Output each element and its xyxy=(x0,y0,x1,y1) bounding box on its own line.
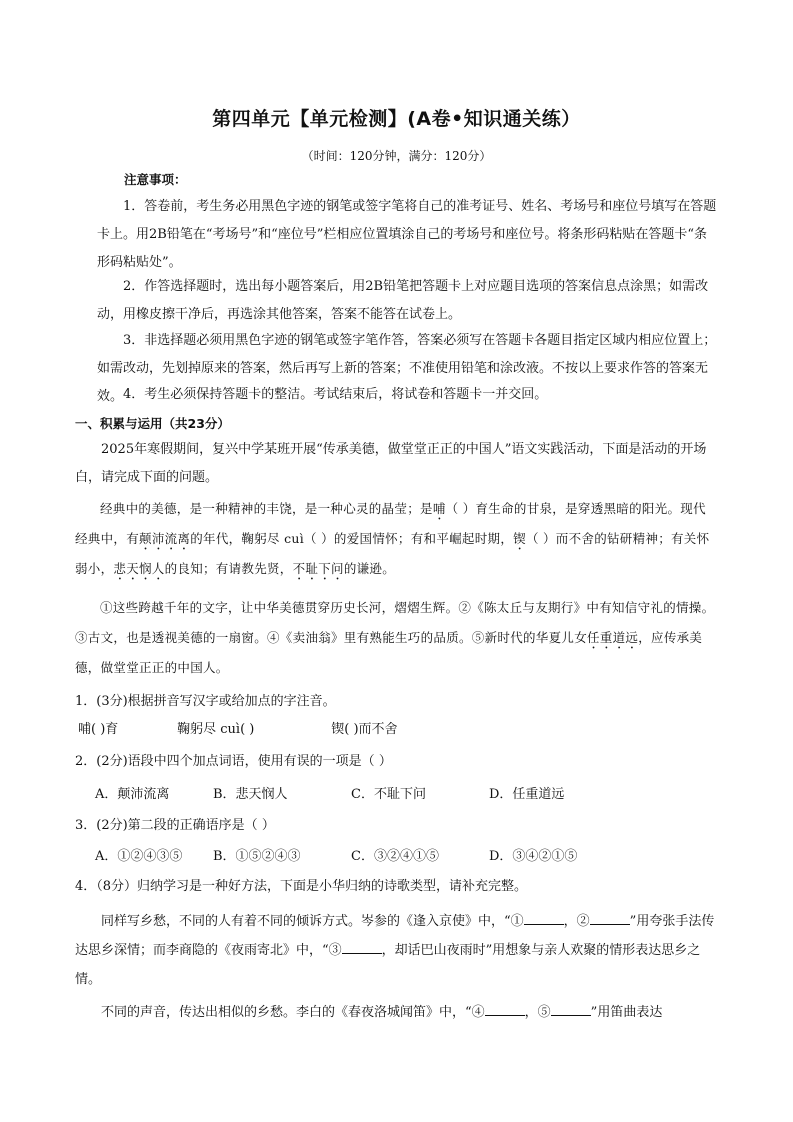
notice-item-3: 3．非选择题必须用黑色字迹的钢笔或签字笔作答，答案必须写在答题卡各题目指定区域内相应位置上；如需改动，先划掉原来的答案，然后再写上新的答案；不准使用铅笔和涂改液。不按以上要求作答的答案无效。 xyxy=(97,333,717,404)
passage-paragraph-1 xyxy=(75,494,718,584)
answer-blank[interactable] xyxy=(590,910,630,925)
option-b: B．①⑤②④③ xyxy=(213,849,301,864)
answer-blank[interactable] xyxy=(485,1001,525,1016)
option-d: D．③④②①⑤ xyxy=(489,849,578,864)
answer-blank[interactable] xyxy=(524,910,564,925)
q1-item: 鞠躬尽 cuì( ) xyxy=(177,722,255,737)
notice-item-4: 4．考生必须保持答题卡的整洁。考试结束后，将试卷和答题卡一并交回。 xyxy=(123,387,548,402)
q4-text: ，⑤ xyxy=(524,1005,551,1020)
passage-text: ①这些跨越千年的文字，让中华美德贯穿历史长河，熠熠生辉。②《陈太丘与友期行》中有知信守礼的情操。③古文，也是透视美德的一扇窗。④《卖油翁》里有熟能生巧的品质。⑤新时代的华夏儿女 xyxy=(75,600,715,645)
q4-text: ，却话巴山夜雨时”用想象与亲人欢聚的情形表达思乡之情。 xyxy=(75,943,701,987)
q1-item: 锲( )而不舍 xyxy=(331,722,398,737)
intro-paragraph: 2025年寒假期间，复兴中学某班开展“传承美德，做堂堂正正的中国人”语文实践活动，下面是活动的开场白，请完成下面的问题。 xyxy=(75,442,707,485)
section-heading: 一、积累与运用（共23分） xyxy=(75,416,230,431)
passage-text: （ ）育生命的甘泉，是穿透黑暗的阳光。现代经典中，有 xyxy=(75,501,706,546)
dotted-char: 锲 xyxy=(513,531,526,546)
question-3: 3．(2分)第二段的正确语序是（ ） xyxy=(75,818,275,833)
dotted-word: 颠沛流离 xyxy=(139,531,191,546)
answer-blank[interactable] xyxy=(551,1001,591,1016)
notice-heading: 注意事项： xyxy=(124,172,187,187)
q1-item: 哺( )育 xyxy=(78,722,119,737)
answer-blank[interactable] xyxy=(342,939,382,954)
exam-time-info: （时间：120分钟，满分：120分） xyxy=(301,149,492,163)
q4-text: 同样写乡愁，不同的人有着不同的倾诉方式。岑参的《逢入京使》中，“① xyxy=(101,914,524,929)
q4-text: 不同的声音，传达出相似的乡愁。李白的《春夜洛城闻笛》中，“④ xyxy=(101,1005,485,1020)
question-1: 1．(3分)根据拼音写汉字或给加点的字注音。 xyxy=(75,694,336,709)
notice-item-1: 1．答卷前，考生务必用黑色字迹的钢笔或签字笔将自己的准考证号、姓名、考场号和座位号填写在答题卡上。用2B铅笔在“考场号”和“座位号”栏相应位置填涂自己的考场号和座位号。将条形码粘贴在答题卡“条形码粘贴处”。 xyxy=(97,199,717,270)
passage-text: ，应传承美德，做堂堂正正的中国人。 xyxy=(75,630,703,675)
page-title: 第四单元【单元检测】(A卷•知识通关练） xyxy=(212,108,581,130)
question-3-options xyxy=(95,843,738,871)
q4-text: ，② xyxy=(563,914,590,929)
question-4-paragraph-2 xyxy=(75,998,718,1027)
passage-text: 的良知；有请教先贤， xyxy=(164,561,293,576)
option-c: C．不耻下问 xyxy=(351,787,426,802)
dotted-char: 哺 xyxy=(432,501,446,516)
passage-text: 的年代，鞠躬尽 cuì（ ）的爱国情怀；有和平崛起时期， xyxy=(190,531,514,546)
dotted-word: 不耻下问 xyxy=(292,561,344,576)
question-1-items xyxy=(78,716,721,744)
passage-text: （ ）而不舍的钻研精神；有关怀弱小， xyxy=(75,531,710,576)
passage-text: 的谦逊。 xyxy=(343,561,396,576)
option-c: C．③②④①⑤ xyxy=(351,849,439,864)
q4-text: ”用夸张手法传达思乡深情；而李商隐的《夜雨寄北》中，“③ xyxy=(75,914,715,958)
question-4-paragraph-1 xyxy=(75,907,718,994)
q4-text: ”用笛曲表达 xyxy=(590,1005,663,1020)
option-a: A．①②④③⑤ xyxy=(95,849,183,864)
option-a: A．颠沛流离 xyxy=(95,787,170,802)
question-2: 2．(2分)语段中四个加点词语，使用有误的一项是（ ） xyxy=(75,754,392,769)
question-2-options xyxy=(95,781,738,809)
passage-paragraph-2 xyxy=(75,593,718,683)
dotted-word: 任重道远 xyxy=(587,630,639,645)
option-d: D．任重道远 xyxy=(489,787,565,802)
dotted-word: 悲天悯人 xyxy=(113,561,165,576)
question-4: 4．（8分）归纳学习是一种好方法，下面是小华归纳的诗歌类型，请补充完整。 xyxy=(75,879,528,894)
notice-item-2: 2．作答选择题时，选出每小题答案后，用2B铅笔把答题卡上对应题目选项的答案信息点涂黑；如需改动，用橡皮擦干净后，再选涂其他答案，答案不能答在试卷上。 xyxy=(97,279,709,322)
option-b: B．悲天悯人 xyxy=(213,787,288,802)
passage-text: 经典中的美德，是一种精神的丰饶，是一种心灵的晶莹；是 xyxy=(100,501,433,516)
